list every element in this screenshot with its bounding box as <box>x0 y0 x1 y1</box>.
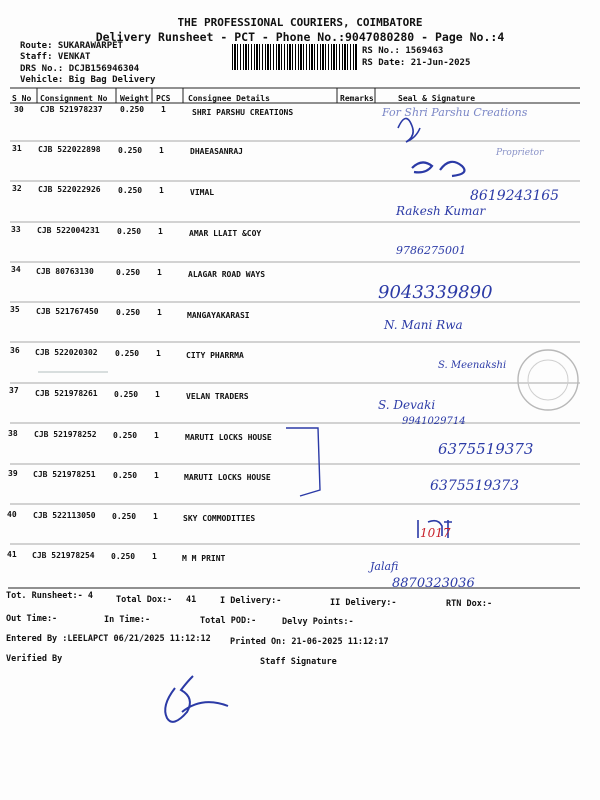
row-pcs: 1 <box>158 227 163 236</box>
row-weight: 0.250 <box>112 512 137 521</box>
row-sno: 36 <box>10 346 20 355</box>
col-details: Consignee Details <box>188 94 270 103</box>
row-pcs: 1 <box>161 105 166 114</box>
row-pcs: 1 <box>154 431 159 440</box>
hand-row33: 9786275001 <box>396 244 466 257</box>
hand-row41-phone: 8870323036 <box>392 576 475 591</box>
total-dox-value: 41 <box>186 595 197 605</box>
row-consignee: SHRI PARSHU CREATIONS <box>192 108 294 117</box>
hand-row32-phone: 8619243165 <box>470 188 560 204</box>
row-sno: 33 <box>11 225 21 234</box>
row-sno: 34 <box>11 265 21 274</box>
row-weight: 0.250 <box>117 227 142 236</box>
row-consignment: CJB 521978251 <box>33 470 96 479</box>
row-sno: 40 <box>7 510 17 519</box>
row-weight: 0.250 <box>118 186 143 195</box>
row-consignment: CJB 521978254 <box>32 551 95 560</box>
row-consignment: CJB 522022898 <box>38 145 101 154</box>
row-consignment: CJB 521978237 <box>40 105 103 114</box>
total-dox: Total Dox:- <box>116 595 173 605</box>
runsheet-title: Delivery Runsheet - PCT - Phone No.:9047080280 - Page No.:4 <box>95 30 505 44</box>
printed-on: Printed On: 21-06-2025 11:12:17 <box>230 637 389 647</box>
row-consignment: CJB 521767450 <box>36 307 99 316</box>
row-sno: 31 <box>12 144 22 153</box>
hand-row39: 6375519373 <box>430 478 520 494</box>
row-consignee: CITY PHARRMA <box>186 351 244 360</box>
col-consignment: Consignment No <box>40 94 108 103</box>
col-weight: Weight <box>120 94 149 103</box>
row-sno: 32 <box>12 184 22 193</box>
row-pcs: 1 <box>157 308 162 317</box>
staff: Staff: VENKAT <box>20 52 91 62</box>
row-consignee: MARUTI LOCKS HOUSE <box>184 473 271 482</box>
row-sno: 35 <box>10 305 20 314</box>
row-sno: 30 <box>14 105 24 114</box>
hand-row37-phone: 9941029714 <box>402 416 466 427</box>
row-weight: 0.250 <box>118 146 143 155</box>
row-consignee: AMAR LLAIT &COY <box>189 229 262 238</box>
rs-no: RS No.: 1569463 <box>362 46 444 56</box>
row-consignment: CJB 522004231 <box>37 226 100 235</box>
row-pcs: 1 <box>155 390 160 399</box>
verified-by: Verified By <box>6 654 63 664</box>
staff-signature <box>165 676 228 722</box>
hand-row36: S. Meenakshi <box>438 360 507 371</box>
staff-signature-label: Staff Signature <box>260 657 337 667</box>
row-consignment: CJB 522020302 <box>35 348 98 357</box>
rs-date: RS Date: 21-Jun-2025 <box>362 58 471 68</box>
tot-runsheet: Tot. Runsheet:- 4 <box>6 591 93 601</box>
row-consignment: CJB 522113050 <box>33 511 96 520</box>
row-consignment: CJB 522022926 <box>38 185 101 194</box>
hand-row38: 6375519373 <box>438 440 534 458</box>
out-time: Out Time:- <box>6 614 58 624</box>
row-weight: 0.250 <box>120 105 145 114</box>
row-weight: 0.250 <box>116 268 141 277</box>
row-consignee: DHAEASANRAJ <box>190 147 243 156</box>
delvy-points: Delvy Points:- <box>282 617 354 627</box>
row-sno: 41 <box>7 550 17 559</box>
row-weight: 0.250 <box>114 390 139 399</box>
col-pcs: PCS <box>156 94 171 103</box>
row-consignment: CJB 521978252 <box>34 430 97 439</box>
hand-row40: 1017 <box>420 526 451 540</box>
row-pcs: 1 <box>157 268 162 277</box>
hand-row30: For Shri Parshu Creations <box>382 106 528 119</box>
hand-row31: Proprietor <box>496 148 544 158</box>
row-consignment: CJB 521978261 <box>35 389 98 398</box>
col-sno: S No <box>12 94 32 103</box>
signature-row31 <box>412 162 464 176</box>
row-consignment: CJB 80763130 <box>36 267 94 276</box>
row-sno: 37 <box>9 386 19 395</box>
row-pcs: 1 <box>152 552 157 561</box>
col-seal: Seal & Signature <box>398 94 476 103</box>
hand-row41-name: Jalafi <box>370 560 399 573</box>
hand-row35: N. Mani Rwa <box>384 318 463 332</box>
company-stamp-inner <box>528 360 568 400</box>
entered-by: Entered By :LEELAPCT 06/21/2025 11:12:12 <box>6 634 211 644</box>
row-consignee: VIMAL <box>190 188 215 197</box>
total-pod: Total POD:- <box>200 616 257 626</box>
bracket-row38-39 <box>286 428 320 496</box>
row-consignee: ALAGAR ROAD WAYS <box>188 270 266 279</box>
row-pcs: 1 <box>153 512 158 521</box>
company-name: THE PROFESSIONAL COURIERS, COIMBATORE <box>177 16 423 29</box>
row-consignee: VELAN TRADERS <box>186 392 249 401</box>
drs-no: DRS No.: DCJB156946304 <box>20 64 140 74</box>
hand-row34: 9043339890 <box>378 282 493 303</box>
row-weight: 0.250 <box>111 552 136 561</box>
row-weight: 0.250 <box>116 308 141 317</box>
signature-row30 <box>398 118 420 142</box>
row-pcs: 1 <box>154 471 159 480</box>
col-remarks: Remarks <box>340 94 374 103</box>
ii-delivery: II Delivery:- <box>330 598 397 608</box>
route: Route: SUKARAWARPET <box>20 41 123 51</box>
row-sno: 39 <box>8 469 18 478</box>
row-pcs: 1 <box>159 186 164 195</box>
row-consignee: SKY COMMODITIES <box>183 514 256 523</box>
row-pcs: 1 <box>159 146 164 155</box>
in-time: In Time:- <box>104 615 151 625</box>
hand-row37-name: S. Devaki <box>378 398 436 412</box>
i-delivery: I Delivery:- <box>220 596 282 606</box>
row-consignee: MANGAYAKARASI <box>187 311 250 320</box>
company-stamp-icon <box>518 350 578 410</box>
vehicle: Vehicle: Big Bag Delivery <box>20 75 156 85</box>
row-consignee: M M PRINT <box>182 554 226 563</box>
row-weight: 0.250 <box>115 349 140 358</box>
row-sno: 38 <box>8 429 18 438</box>
row-pcs: 1 <box>156 349 161 358</box>
row-consignee: MARUTI LOCKS HOUSE <box>185 433 272 442</box>
hand-row32-name: Rakesh Kumar <box>396 204 486 218</box>
row-weight: 0.250 <box>113 471 138 480</box>
row-weight: 0.250 <box>113 431 138 440</box>
rtn-dox: RTN Dox:- <box>446 599 493 609</box>
